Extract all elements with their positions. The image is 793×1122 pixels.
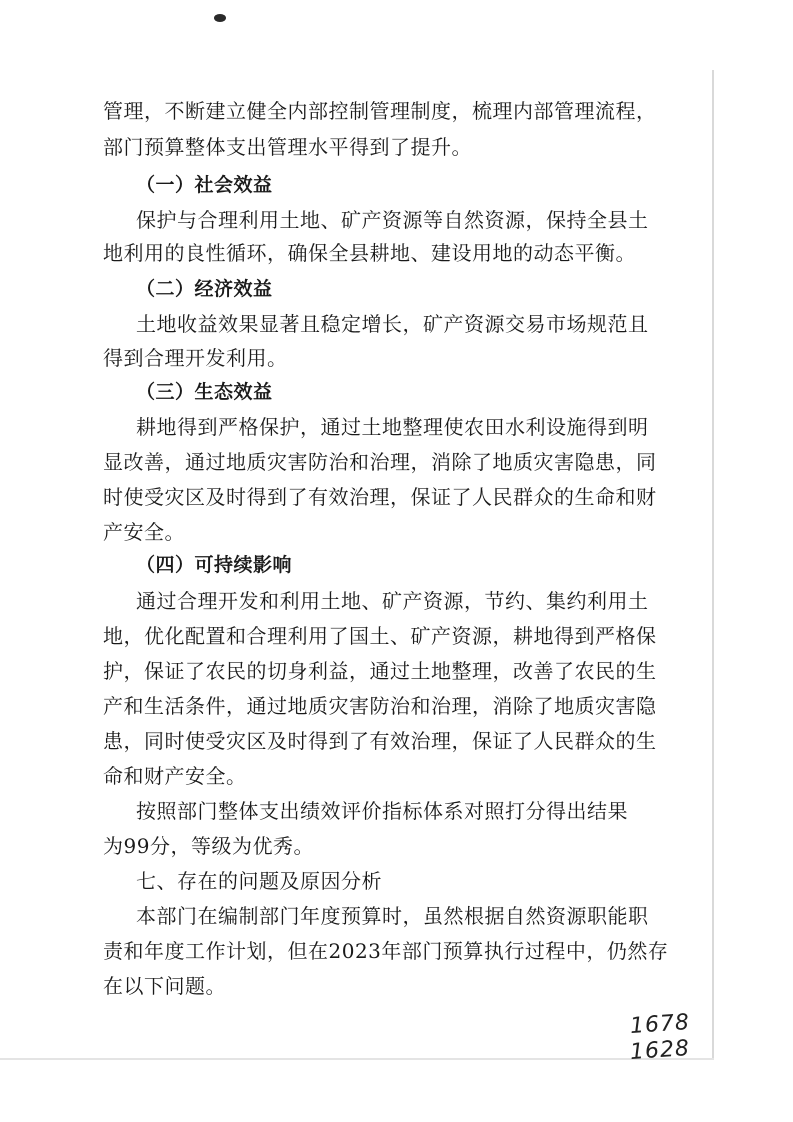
body-line: 通过合理开发和利用土地、矿产资源，节约、集约利用土 xyxy=(136,589,649,613)
body-line: 时使受灾区及时得到了有效治理，保证了人民群众的生命和财 xyxy=(103,485,657,509)
body-line: 得到合理开发利用。 xyxy=(103,346,288,370)
body-line: 本部门在编制部门年度预算时，虽然根据自然资源职能职 xyxy=(136,904,649,928)
body-line: 产和生活条件，通过地质灾害防治和治理，消除了地质灾害隐 xyxy=(103,694,657,718)
section-heading-economic-benefit: （二）经济效益 xyxy=(136,278,273,300)
body-line: 部门预算整体支出管理水平得到了提升。 xyxy=(103,135,472,159)
body-line: 按照部门整体支出绩效评价指标体系对照打分得出结果 xyxy=(136,799,628,823)
ink-speck xyxy=(214,14,226,22)
body-line: 责和年度工作计划，但在2023年部门预算执行过程中，仍然存 xyxy=(103,939,669,963)
section-heading-sustainable-impact: （四）可持续影响 xyxy=(136,554,293,576)
body-line: 管理，不断建立健全内部控制管理制度，梳理内部管理流程， xyxy=(103,99,657,123)
body-line: 为99分，等级为优秀。 xyxy=(103,834,314,858)
chapter-heading-problems-analysis: 七、存在的问题及原因分析 xyxy=(136,869,382,893)
section-heading-ecological-benefit: （三）生态效益 xyxy=(136,381,273,403)
section-heading-social-benefit: （一）社会效益 xyxy=(136,174,273,196)
body-line: 土地收益效果显著且稳定增长，矿产资源交易市场规范且 xyxy=(136,312,649,336)
handwritten-page-number: 1678 xyxy=(629,1009,691,1040)
body-line: 命和财产安全。 xyxy=(103,764,247,788)
handwritten-page-number: 1628 xyxy=(629,1035,691,1066)
body-line: 地利用的良性循环，确保全县耕地、建设用地的动态平衡。 xyxy=(103,241,636,265)
body-line: 患，同时使受灾区及时得到了有效治理，保证了人民群众的生 xyxy=(103,729,657,753)
body-line: 保护与合理利用土地、矿产资源等自然资源，保持全县土 xyxy=(136,208,649,232)
body-line: 护，保证了农民的切身利益，通过土地整理，改善了农民的生 xyxy=(103,659,657,683)
body-line: 地，优化配置和合理利用了国土、矿产资源，耕地得到严格保 xyxy=(103,624,657,648)
scan-edge-bottom xyxy=(0,1058,714,1060)
body-line: 显改善，通过地质灾害防治和治理，消除了地质灾害隐患，同 xyxy=(103,450,657,474)
body-line: 在以下问题。 xyxy=(103,974,226,998)
scan-edge-right xyxy=(712,70,714,1060)
body-line: 耕地得到严格保护，通过土地整理使农田水利设施得到明 xyxy=(136,415,649,439)
body-line: 产安全。 xyxy=(103,520,185,544)
